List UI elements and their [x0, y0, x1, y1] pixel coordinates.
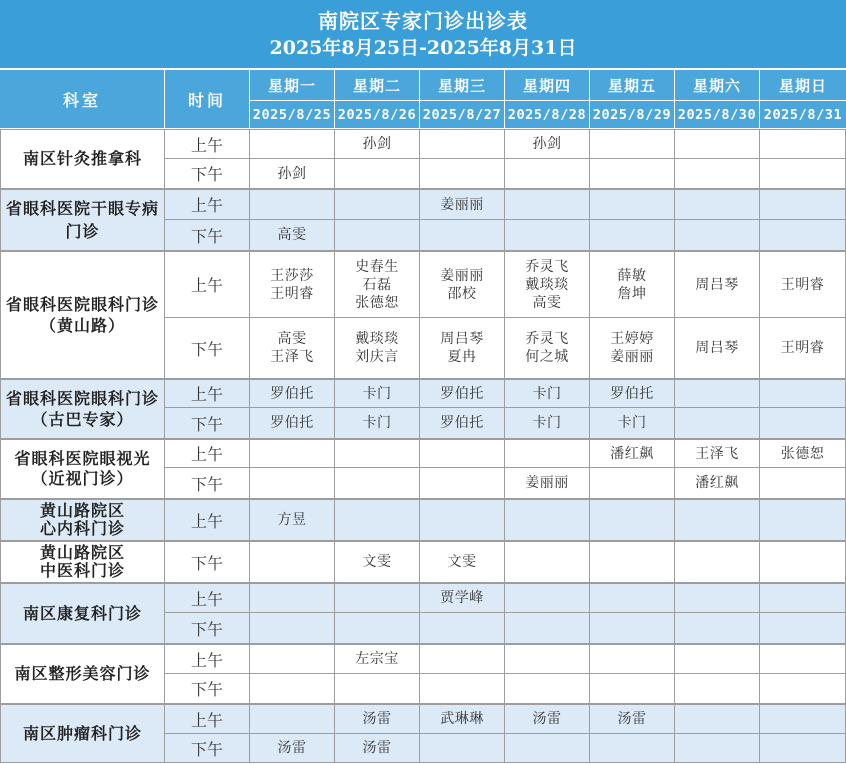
session-period: 下午 — [165, 408, 250, 439]
doctor-name: 罗伯托 — [270, 415, 314, 431]
doctor-name: 汤雷 — [362, 711, 392, 727]
schedule-cell — [335, 159, 420, 189]
weekday-header: 星期三 — [420, 70, 505, 101]
schedule-cell — [335, 439, 420, 468]
schedule-cell — [335, 379, 420, 408]
schedule-cell — [420, 541, 505, 583]
schedule-cell — [675, 318, 760, 379]
schedule-cell — [250, 644, 335, 674]
schedule-cell — [675, 159, 760, 189]
schedule-cell — [250, 251, 335, 318]
schedule-date-range: 2025年8月25日-2025年8月31日 — [269, 37, 577, 59]
header-time: 时间 — [165, 70, 250, 129]
schedule-cell — [675, 704, 760, 734]
session-period: 上午 — [165, 644, 250, 674]
department-name-line: 南区整形美容门诊 — [14, 664, 151, 683]
schedule-row — [0, 379, 846, 408]
schedule-cell — [675, 220, 760, 251]
doctor-name: 詹坤 — [617, 285, 647, 302]
schedule-cell — [420, 379, 505, 408]
doctor-name: 高雯 — [532, 294, 562, 311]
session-period: 上午 — [165, 379, 250, 408]
schedule-cell — [505, 541, 590, 583]
date-header: 2025/8/31 — [760, 101, 846, 129]
schedule-cell — [250, 439, 335, 468]
doctor-name: 薛敏 — [617, 267, 647, 284]
schedule-cell — [335, 408, 420, 439]
doctor-name: 张德恕 — [355, 294, 399, 311]
schedule-cell — [505, 129, 590, 159]
doctor-name: 孙剑 — [362, 136, 392, 152]
schedule-cell — [505, 251, 590, 318]
schedule-cell — [250, 541, 335, 583]
schedule-cell — [590, 499, 675, 541]
schedule-cell — [250, 674, 335, 704]
schedule-cell — [250, 704, 335, 734]
doctor-name: 姜丽丽 — [440, 267, 484, 284]
session-period: 下午 — [165, 318, 250, 379]
doctor-name: 乔灵飞 — [525, 331, 569, 347]
schedule-cell — [335, 674, 420, 704]
schedule-cell — [420, 159, 505, 189]
department-name-line: 南区肿瘤科门诊 — [22, 723, 142, 743]
schedule-cell — [420, 408, 505, 439]
department-name — [0, 644, 165, 704]
weekday-header: 星期六 — [675, 70, 760, 101]
doctor-name: 卡门 — [532, 415, 562, 431]
doctor-name: 乔灵飞 — [525, 258, 569, 275]
doctor-name: 王泽飞 — [270, 349, 314, 365]
doctor-name: 王婷婷 — [610, 331, 654, 347]
schedule-cell — [675, 541, 760, 583]
schedule-row — [0, 644, 846, 674]
doctor-name: 刘庆言 — [355, 349, 399, 365]
department-name-line: （黄山路） — [39, 316, 125, 335]
department-name-line: 省眼科医院眼视光 — [14, 449, 151, 468]
doctor-name: 王泽飞 — [695, 445, 739, 462]
schedule-cell — [420, 734, 505, 763]
department-name — [0, 583, 165, 644]
schedule-cell — [590, 468, 675, 499]
schedule-cell — [590, 129, 675, 159]
doctor-name: 戴琰琰 — [525, 276, 569, 293]
schedule-cell — [250, 468, 335, 499]
schedule-cell — [505, 613, 590, 644]
schedule-cell — [590, 613, 675, 644]
department-name — [0, 129, 165, 189]
schedule-cell — [505, 189, 590, 220]
doctor-name: 罗伯托 — [440, 415, 484, 431]
schedule-cell — [590, 734, 675, 763]
session-period: 上午 — [165, 251, 250, 318]
schedule-cell — [760, 704, 846, 734]
schedule-cell — [675, 251, 760, 318]
schedule-cell — [760, 583, 846, 613]
schedule-cell — [335, 499, 420, 541]
schedule-cell — [675, 379, 760, 408]
department-name-line: 中医科门诊 — [39, 561, 125, 580]
department-name-line: （近视门诊） — [31, 469, 134, 488]
session-period: 下午 — [165, 541, 250, 583]
schedule-cell — [250, 613, 335, 644]
doctor-name: 潘红飙 — [610, 445, 654, 462]
doctor-name: 文雯 — [362, 554, 392, 570]
schedule-cell — [335, 583, 420, 613]
schedule-cell — [675, 408, 760, 439]
schedule-row — [0, 129, 846, 159]
schedule-cell — [420, 499, 505, 541]
session-period: 下午 — [165, 220, 250, 251]
schedule-cell — [420, 704, 505, 734]
schedule-cell — [590, 439, 675, 468]
session-period: 下午 — [165, 159, 250, 189]
department-name-line: 南区康复科门诊 — [22, 603, 142, 623]
schedule-cell — [590, 318, 675, 379]
doctor-name: 罗伯托 — [610, 385, 654, 402]
schedule-cell — [760, 318, 846, 379]
schedule-cell — [505, 499, 590, 541]
schedule-cell — [760, 439, 846, 468]
doctor-name: 孙剑 — [277, 165, 307, 182]
schedule-cell — [760, 189, 846, 220]
doctor-name: 潘红飙 — [695, 475, 739, 491]
schedule-row — [0, 541, 846, 583]
doctor-name: 卡门 — [617, 415, 647, 431]
doctor-name: 文雯 — [447, 554, 477, 570]
doctor-name: 高雯 — [277, 227, 307, 243]
schedule-cell — [590, 251, 675, 318]
schedule-cell — [675, 129, 760, 159]
schedule-cell — [335, 189, 420, 220]
schedule-cell — [760, 468, 846, 499]
session-period: 下午 — [165, 734, 250, 763]
department-name-line: 门诊 — [65, 222, 100, 241]
schedule-body — [0, 129, 846, 763]
weekday-header: 星期一 — [250, 70, 335, 101]
date-header: 2025/8/25 — [250, 101, 335, 129]
schedule-cell — [590, 159, 675, 189]
date-header: 2025/8/27 — [420, 101, 505, 129]
doctor-name: 王明睿 — [780, 276, 825, 293]
doctor-name: 戴琰琰 — [355, 331, 399, 347]
doctor-name: 何之城 — [525, 349, 569, 365]
schedule-cell — [675, 613, 760, 644]
doctor-name: 汤雷 — [617, 711, 647, 727]
schedule-cell — [250, 408, 335, 439]
schedule-cell — [505, 159, 590, 189]
date-header: 2025/8/28 — [505, 101, 590, 129]
schedule-cell — [420, 220, 505, 251]
schedule-cell — [760, 408, 846, 439]
session-period: 上午 — [165, 439, 250, 468]
doctor-name: 姜丽丽 — [610, 349, 654, 365]
schedule-cell — [250, 220, 335, 251]
schedule-cell — [590, 644, 675, 674]
schedule-cell — [505, 644, 590, 674]
schedule-row — [0, 499, 846, 541]
schedule-cell — [335, 129, 420, 159]
title-bar — [0, 0, 846, 68]
schedule-cell — [760, 499, 846, 541]
schedule-cell — [590, 704, 675, 734]
doctor-name: 武琳琳 — [440, 711, 484, 727]
schedule-cell — [420, 583, 505, 613]
schedule-cell — [335, 318, 420, 379]
schedule-cell — [335, 251, 420, 318]
doctor-name: 汤雷 — [277, 740, 307, 756]
schedule-cell — [590, 541, 675, 583]
doctor-name: 贾学峰 — [440, 590, 484, 606]
schedule-row — [0, 439, 846, 468]
schedule-cell — [590, 674, 675, 704]
schedule-cell — [250, 159, 335, 189]
schedule-cell — [760, 541, 846, 583]
schedule-cell — [505, 408, 590, 439]
schedule-cell — [505, 439, 590, 468]
schedule-cell — [335, 541, 420, 583]
department-name — [0, 379, 165, 439]
schedule-cell — [420, 251, 505, 318]
weekday-header: 星期二 — [335, 70, 420, 101]
session-period: 下午 — [165, 613, 250, 644]
doctor-name: 周吕琴 — [695, 340, 739, 356]
department-name — [0, 704, 165, 763]
schedule-cell — [675, 468, 760, 499]
department-name-line: 心内科门诊 — [39, 519, 125, 538]
schedule-cell — [335, 644, 420, 674]
schedule-cell — [420, 129, 505, 159]
schedule-cell — [505, 734, 590, 763]
doctor-name: 高雯 — [277, 331, 307, 347]
doctor-name: 邵校 — [447, 285, 477, 302]
date-header: 2025/8/29 — [590, 101, 675, 129]
schedule-cell — [420, 468, 505, 499]
doctor-name: 张德恕 — [780, 445, 825, 462]
schedule-cell — [760, 159, 846, 189]
schedule-cell — [590, 408, 675, 439]
department-name-line: 黄山路院区 — [39, 543, 125, 562]
schedule-cell — [420, 318, 505, 379]
schedule-cell — [420, 674, 505, 704]
schedule-cell — [590, 379, 675, 408]
department-name-line: （古巴专家） — [31, 410, 134, 429]
schedule-row — [0, 251, 846, 318]
session-period: 上午 — [165, 499, 250, 541]
schedule-cell — [505, 220, 590, 251]
department-name-line: 省眼科医院眼科门诊 — [5, 389, 159, 408]
schedule-cell — [505, 468, 590, 499]
date-header: 2025/8/26 — [335, 101, 420, 129]
department-name — [0, 541, 165, 583]
weekday-header: 星期四 — [505, 70, 590, 101]
schedule-row — [0, 704, 846, 734]
weekday-header: 星期日 — [760, 70, 846, 101]
schedule-cell — [420, 189, 505, 220]
doctor-name: 汤雷 — [362, 740, 392, 756]
session-period: 下午 — [165, 468, 250, 499]
session-period: 上午 — [165, 129, 250, 159]
schedule-cell — [505, 318, 590, 379]
doctor-name: 卡门 — [362, 385, 392, 402]
session-period: 下午 — [165, 674, 250, 704]
schedule-cell — [675, 189, 760, 220]
schedule-cell — [675, 644, 760, 674]
schedule-cell — [590, 189, 675, 220]
schedule-cell — [250, 499, 335, 541]
doctor-name: 卡门 — [532, 385, 562, 402]
schedule-cell — [590, 220, 675, 251]
session-period: 上午 — [165, 189, 250, 220]
doctor-name: 姜丽丽 — [440, 196, 484, 213]
department-name-line: 省眼科医院干眼专病 — [5, 199, 159, 218]
schedule-cell — [420, 439, 505, 468]
date-header: 2025/8/30 — [675, 101, 760, 129]
schedule-cell — [505, 379, 590, 408]
schedule-table — [0, 70, 846, 763]
department-name — [0, 189, 165, 251]
weekday-header: 星期五 — [590, 70, 675, 101]
schedule-cell — [250, 129, 335, 159]
schedule-cell — [335, 220, 420, 251]
doctor-name: 夏冉 — [447, 349, 477, 365]
doctor-name: 孙剑 — [532, 136, 562, 152]
schedule-cell — [760, 129, 846, 159]
schedule-cell — [675, 674, 760, 704]
department-name-line: 省眼科医院眼科门诊 — [5, 295, 159, 314]
doctor-name: 王莎莎 — [270, 267, 314, 284]
session-period: 上午 — [165, 583, 250, 613]
schedule-cell — [420, 644, 505, 674]
department-name — [0, 439, 165, 499]
schedule-cell — [335, 734, 420, 763]
schedule-cell — [675, 583, 760, 613]
doctor-name: 卡门 — [362, 415, 392, 431]
schedule-cell — [675, 499, 760, 541]
department-name — [0, 251, 165, 379]
doctor-name: 王明睿 — [270, 285, 314, 302]
header-row-weekdays — [0, 70, 846, 101]
doctor-name: 周吕琴 — [695, 276, 739, 293]
doctor-name: 周吕琴 — [440, 331, 484, 347]
schedule-cell — [250, 734, 335, 763]
schedule-cell — [250, 318, 335, 379]
schedule-cell — [760, 734, 846, 763]
schedule-cell — [760, 613, 846, 644]
schedule-title: 南院区专家门诊出诊表 — [318, 9, 528, 33]
schedule-cell — [420, 613, 505, 644]
schedule-cell — [675, 734, 760, 763]
header-department: 科室 — [0, 70, 165, 129]
schedule-cell — [760, 251, 846, 318]
doctor-name: 汤雷 — [532, 711, 562, 727]
table-header — [0, 70, 846, 129]
schedule-cell — [335, 468, 420, 499]
department-name — [0, 499, 165, 541]
schedule-cell — [505, 704, 590, 734]
schedule-cell — [250, 583, 335, 613]
schedule-row — [0, 189, 846, 220]
doctor-name: 左宗宝 — [355, 651, 399, 667]
session-period: 上午 — [165, 704, 250, 734]
doctor-name: 王明睿 — [780, 340, 825, 356]
doctor-name: 罗伯托 — [440, 385, 484, 402]
doctor-name: 史春生 — [355, 258, 399, 275]
schedule-cell — [505, 674, 590, 704]
department-name-line: 南区针灸推拿科 — [22, 149, 142, 168]
schedule-cell — [250, 189, 335, 220]
schedule-cell — [505, 583, 590, 613]
schedule-cell — [760, 644, 846, 674]
schedule-cell — [250, 379, 335, 408]
schedule-cell — [675, 439, 760, 468]
doctor-name: 石磊 — [362, 276, 392, 293]
department-name-line: 黄山路院区 — [39, 501, 125, 520]
doctor-name: 姜丽丽 — [525, 475, 569, 491]
schedule-cell — [760, 674, 846, 704]
schedule-cell — [335, 704, 420, 734]
schedule-cell — [760, 379, 846, 408]
schedule-cell — [760, 220, 846, 251]
schedule-row — [0, 583, 846, 613]
doctor-name: 方昱 — [277, 512, 307, 528]
doctor-name: 罗伯托 — [270, 385, 314, 402]
schedule-cell — [335, 613, 420, 644]
schedule-cell — [590, 583, 675, 613]
